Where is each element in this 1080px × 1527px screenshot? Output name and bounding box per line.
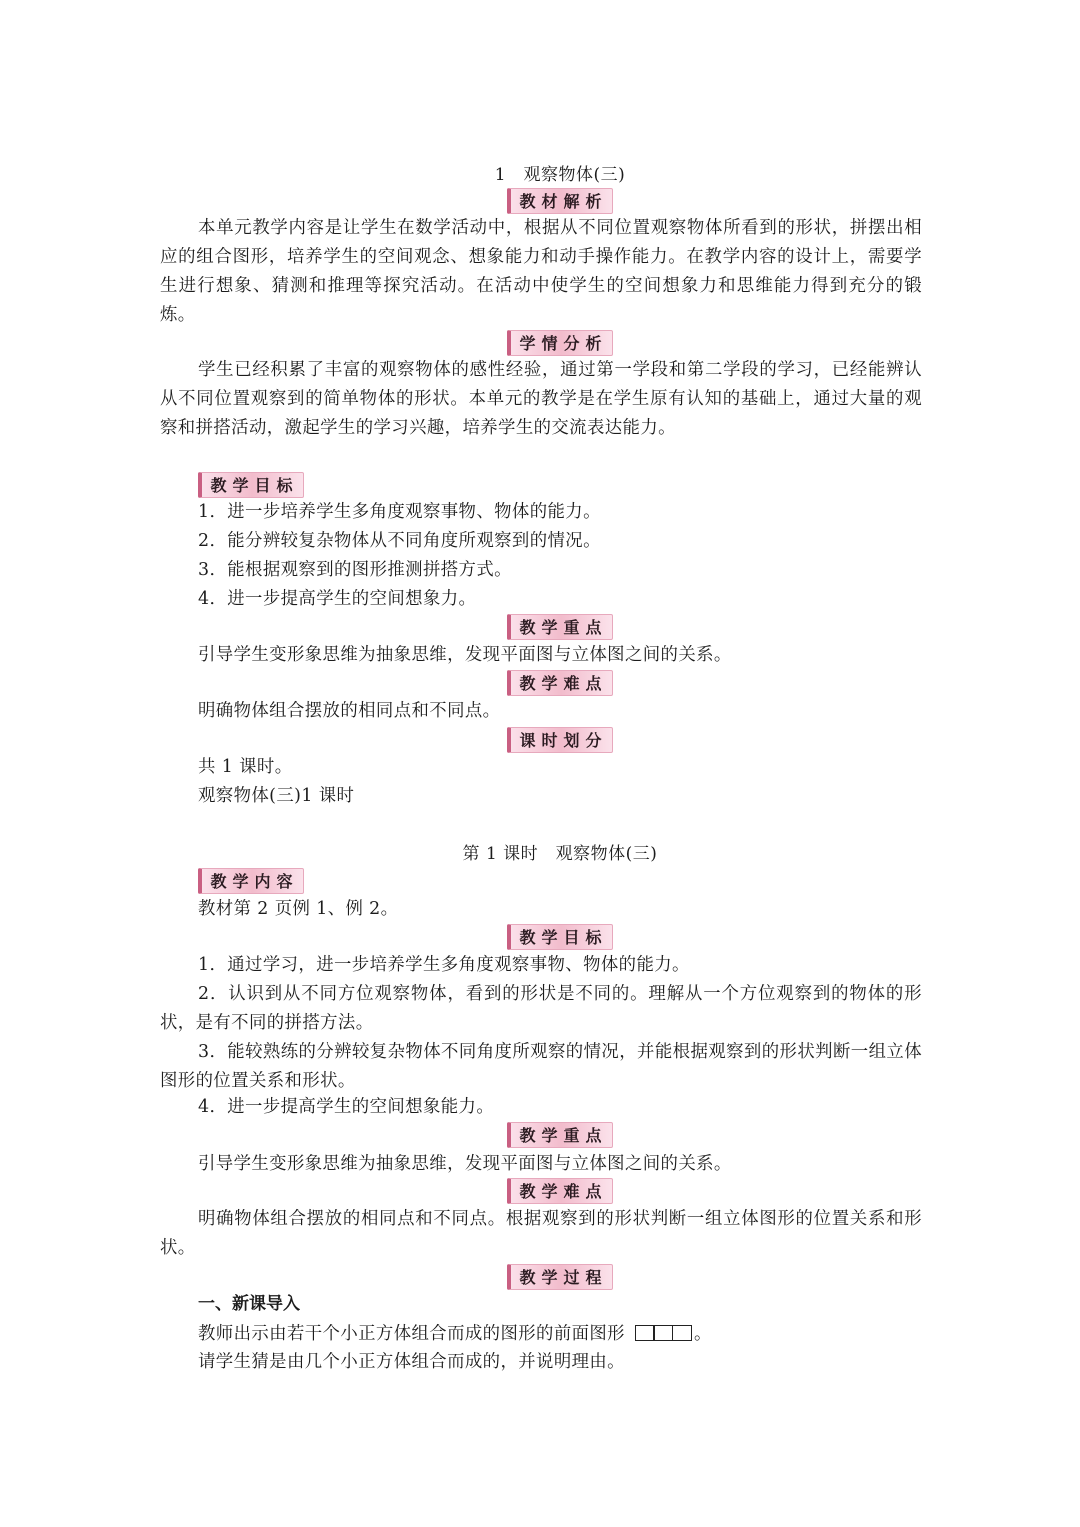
hours-line-2: 观察物体(三)1 课时 (198, 786, 355, 806)
tag-lesson-difficulty: 教学难点 (507, 1178, 613, 1204)
tag-unit-key: 教学重点 (507, 614, 613, 640)
unit-key-text: 引导学生变形象思维为抽象思维，发现平面图与立体图之间的关系。 (198, 645, 732, 665)
lesson-title: 第 1 课时 观察物体(三) (462, 844, 658, 864)
tag-unit-difficulty: 教学难点 (507, 670, 613, 696)
process-line-1 (198, 1320, 922, 1349)
process-heading: 一、新课导入 (198, 1294, 300, 1314)
unit-goal-2: 2．能分辨较复杂物体从不同角度所观察到的情况。 (198, 531, 601, 551)
three-square-front-view-figure (635, 1325, 692, 1341)
xueqing-fenxi-paragraph: 学生已经积累了丰富的观察物体的感性经验，通过第一学段和第二学段的学习，已经能辨认从不同位置观察到的简单物体的形状。本单元的教学是在学生原有认知的基础上，通过大量的观察和拼搭活动，激起学生的学习兴趣，培养学生的交流表达能力。 (160, 360, 922, 438)
unit-title: 1 观察物体(三) (494, 165, 626, 185)
tag-lesson-process: 教学过程 (507, 1264, 613, 1290)
tag-jiaocai-jiexi: 教材解析 (507, 188, 613, 214)
lesson-goal-1: 1．通过学习，进一步培养学生多角度观察事物、物体的能力。 (198, 955, 690, 975)
tag-lesson-goals: 教学目标 (507, 924, 613, 950)
unit-goal-1: 1．进一步培养学生多角度观察事物、物体的能力。 (198, 502, 601, 522)
unit-goal-3: 3．能根据观察到的图形推测拼搭方式。 (198, 560, 512, 580)
tag-xueqing-fenxi: 学情分析 (507, 330, 613, 356)
jiaocai-jiexi-paragraph: 本单元教学内容是让学生在数学活动中，根据从不同位置观察物体所看到的形状，拼摆出相应的组合图形，培养学生的空间观念、想象能力和动手操作能力。在教学内容的设计上，需要学生进行想象、猜测和推理等探究活动。在活动中使学生的空间想象力和思维能力得到充分的锻炼。 (160, 218, 922, 325)
lesson-difficulty-text: 明确物体组合摆放的相同点和不同点。根据观察到的形状判断一组立体图形的位置关系和形状。 (160, 1209, 922, 1258)
tag-lesson-content: 教学内容 (198, 868, 304, 894)
process-line-1-text: 教师出示由若干个小正方体组合而成的图形的前面图形 (198, 1324, 625, 1344)
lesson-key-text: 引导学生变形象思维为抽象思维，发现平面图与立体图之间的关系。 (198, 1154, 732, 1174)
process-line-1-end: 。 (693, 1324, 712, 1344)
lesson-goal-4: 4．进一步提高学生的空间想象能力。 (198, 1097, 495, 1117)
hours-line-1: 共 1 课时。 (198, 757, 293, 777)
unit-difficulty-text: 明确物体组合摆放的相同点和不同点。 (198, 701, 501, 721)
tag-unit-goals: 教学目标 (198, 472, 304, 498)
lesson-goal-2: 2．认识到从不同方位观察物体，看到的形状是不同的。理解从一个方位观察到的物体的形状，是有不同的拼搭方法。 (160, 984, 922, 1033)
tag-lesson-key: 教学重点 (507, 1122, 613, 1148)
tag-hours: 课时划分 (507, 727, 613, 753)
lesson-goal-3: 3．能较熟练的分辨较复杂物体不同角度所观察的情况，并能根据观察到的形状判断一组立体图形的位置关系和形状。 (160, 1042, 922, 1091)
unit-goal-4: 4．进一步提高学生的空间想象力。 (198, 589, 477, 609)
process-line-2: 请学生猜是由几个小正方体组合而成的，并说明理由。 (198, 1352, 625, 1372)
lesson-content-text: 教材第 2 页例 1、例 2。 (198, 899, 399, 919)
